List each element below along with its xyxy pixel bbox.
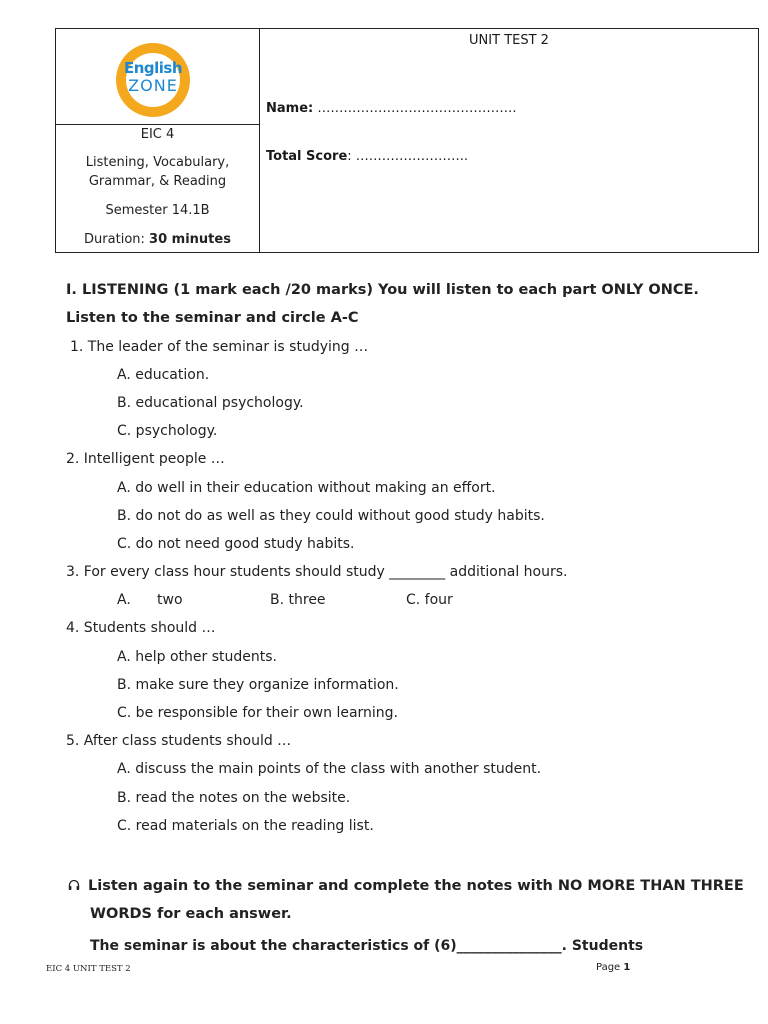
duration-value: 30 minutes xyxy=(149,232,231,247)
logo-cell xyxy=(56,29,259,125)
total-score-field[interactable] xyxy=(266,149,468,164)
answer-option[interactable]: C. psychology. xyxy=(117,423,218,439)
section-1-title: I. LISTENING (1 mark each /20 marks) You will listen to each part ONLY ONCE. xyxy=(66,282,699,298)
answer-option[interactable]: B. educational psychology. xyxy=(117,395,304,411)
answer-option[interactable]: A. help other students. xyxy=(117,649,277,665)
answer-option-label[interactable]: A. xyxy=(117,592,131,608)
answer-option[interactable]: two xyxy=(157,592,183,608)
section-1-instruction: Listen to the seminar and circle A-C xyxy=(66,310,359,326)
name-label: Name: xyxy=(266,101,314,116)
name-dots: ………………………………………. xyxy=(313,101,517,116)
duration: Duration: 30 minutes xyxy=(84,232,231,247)
answer-option[interactable]: C. four xyxy=(406,592,453,608)
answer-option[interactable]: C. be responsible for their own learning. xyxy=(117,705,399,721)
total-score-label: Total Score xyxy=(266,149,348,164)
answer-option[interactable]: A. do well in their education without making an effort. xyxy=(117,480,496,496)
answer-option[interactable]: B. three xyxy=(270,592,326,608)
question-stem: 3. For every class hour students should study ________ additional hours. xyxy=(66,564,568,580)
notes-sentence: The seminar is about the characteristics of (6)_______________. Students xyxy=(90,938,644,954)
answer-option[interactable]: C. read materials on the reading list. xyxy=(117,818,374,834)
semester: Semester 14.1B xyxy=(105,203,210,218)
total-score-dots: : …………………….. xyxy=(347,149,469,164)
header-left-column xyxy=(56,29,260,252)
skills-line-1: Listening, Vocabulary, xyxy=(85,155,230,170)
answer-option[interactable]: B. read the notes on the website. xyxy=(117,790,351,806)
question-stem: 1. The leader of the seminar is studying … xyxy=(70,339,369,355)
answer-option[interactable]: B. make sure they organize information. xyxy=(117,677,399,693)
skills-line-2: Grammar, & Reading xyxy=(88,174,227,189)
question-stem: 5. After class students should … xyxy=(66,733,292,749)
answer-option[interactable]: C. do not need good study habits. xyxy=(117,536,355,552)
name-field[interactable] xyxy=(266,101,516,116)
page-number: Page 1 xyxy=(596,962,631,973)
course-code: EIC 4 xyxy=(140,127,175,142)
header-right-column xyxy=(260,29,758,252)
question-stem: 4. Students should … xyxy=(66,620,216,636)
unit-title: UNIT TEST 2 xyxy=(469,33,549,48)
logo-text-english: English xyxy=(123,59,183,77)
headphone-icon xyxy=(68,879,80,891)
section-2-instruction-line-1: Listen again to the seminar and complete the notes with NO MORE THAN THREE xyxy=(68,878,744,894)
footer-left: EIC 4 UNIT TEST 2 xyxy=(46,964,131,974)
answer-option[interactable]: B. do not do as well as they could without good study habits. xyxy=(117,508,545,524)
section-2-instruction-line-2: WORDS for each answer. xyxy=(90,906,292,922)
course-info xyxy=(56,125,259,254)
header-table xyxy=(55,28,759,253)
english-zone-logo xyxy=(116,43,190,117)
question-stem: 2. Intelligent people … xyxy=(66,451,225,467)
answer-option[interactable]: A. discuss the main points of the class with another student. xyxy=(117,761,542,777)
answer-option[interactable]: A. education. xyxy=(117,367,210,383)
logo-text-zone: ZONE xyxy=(128,76,178,95)
